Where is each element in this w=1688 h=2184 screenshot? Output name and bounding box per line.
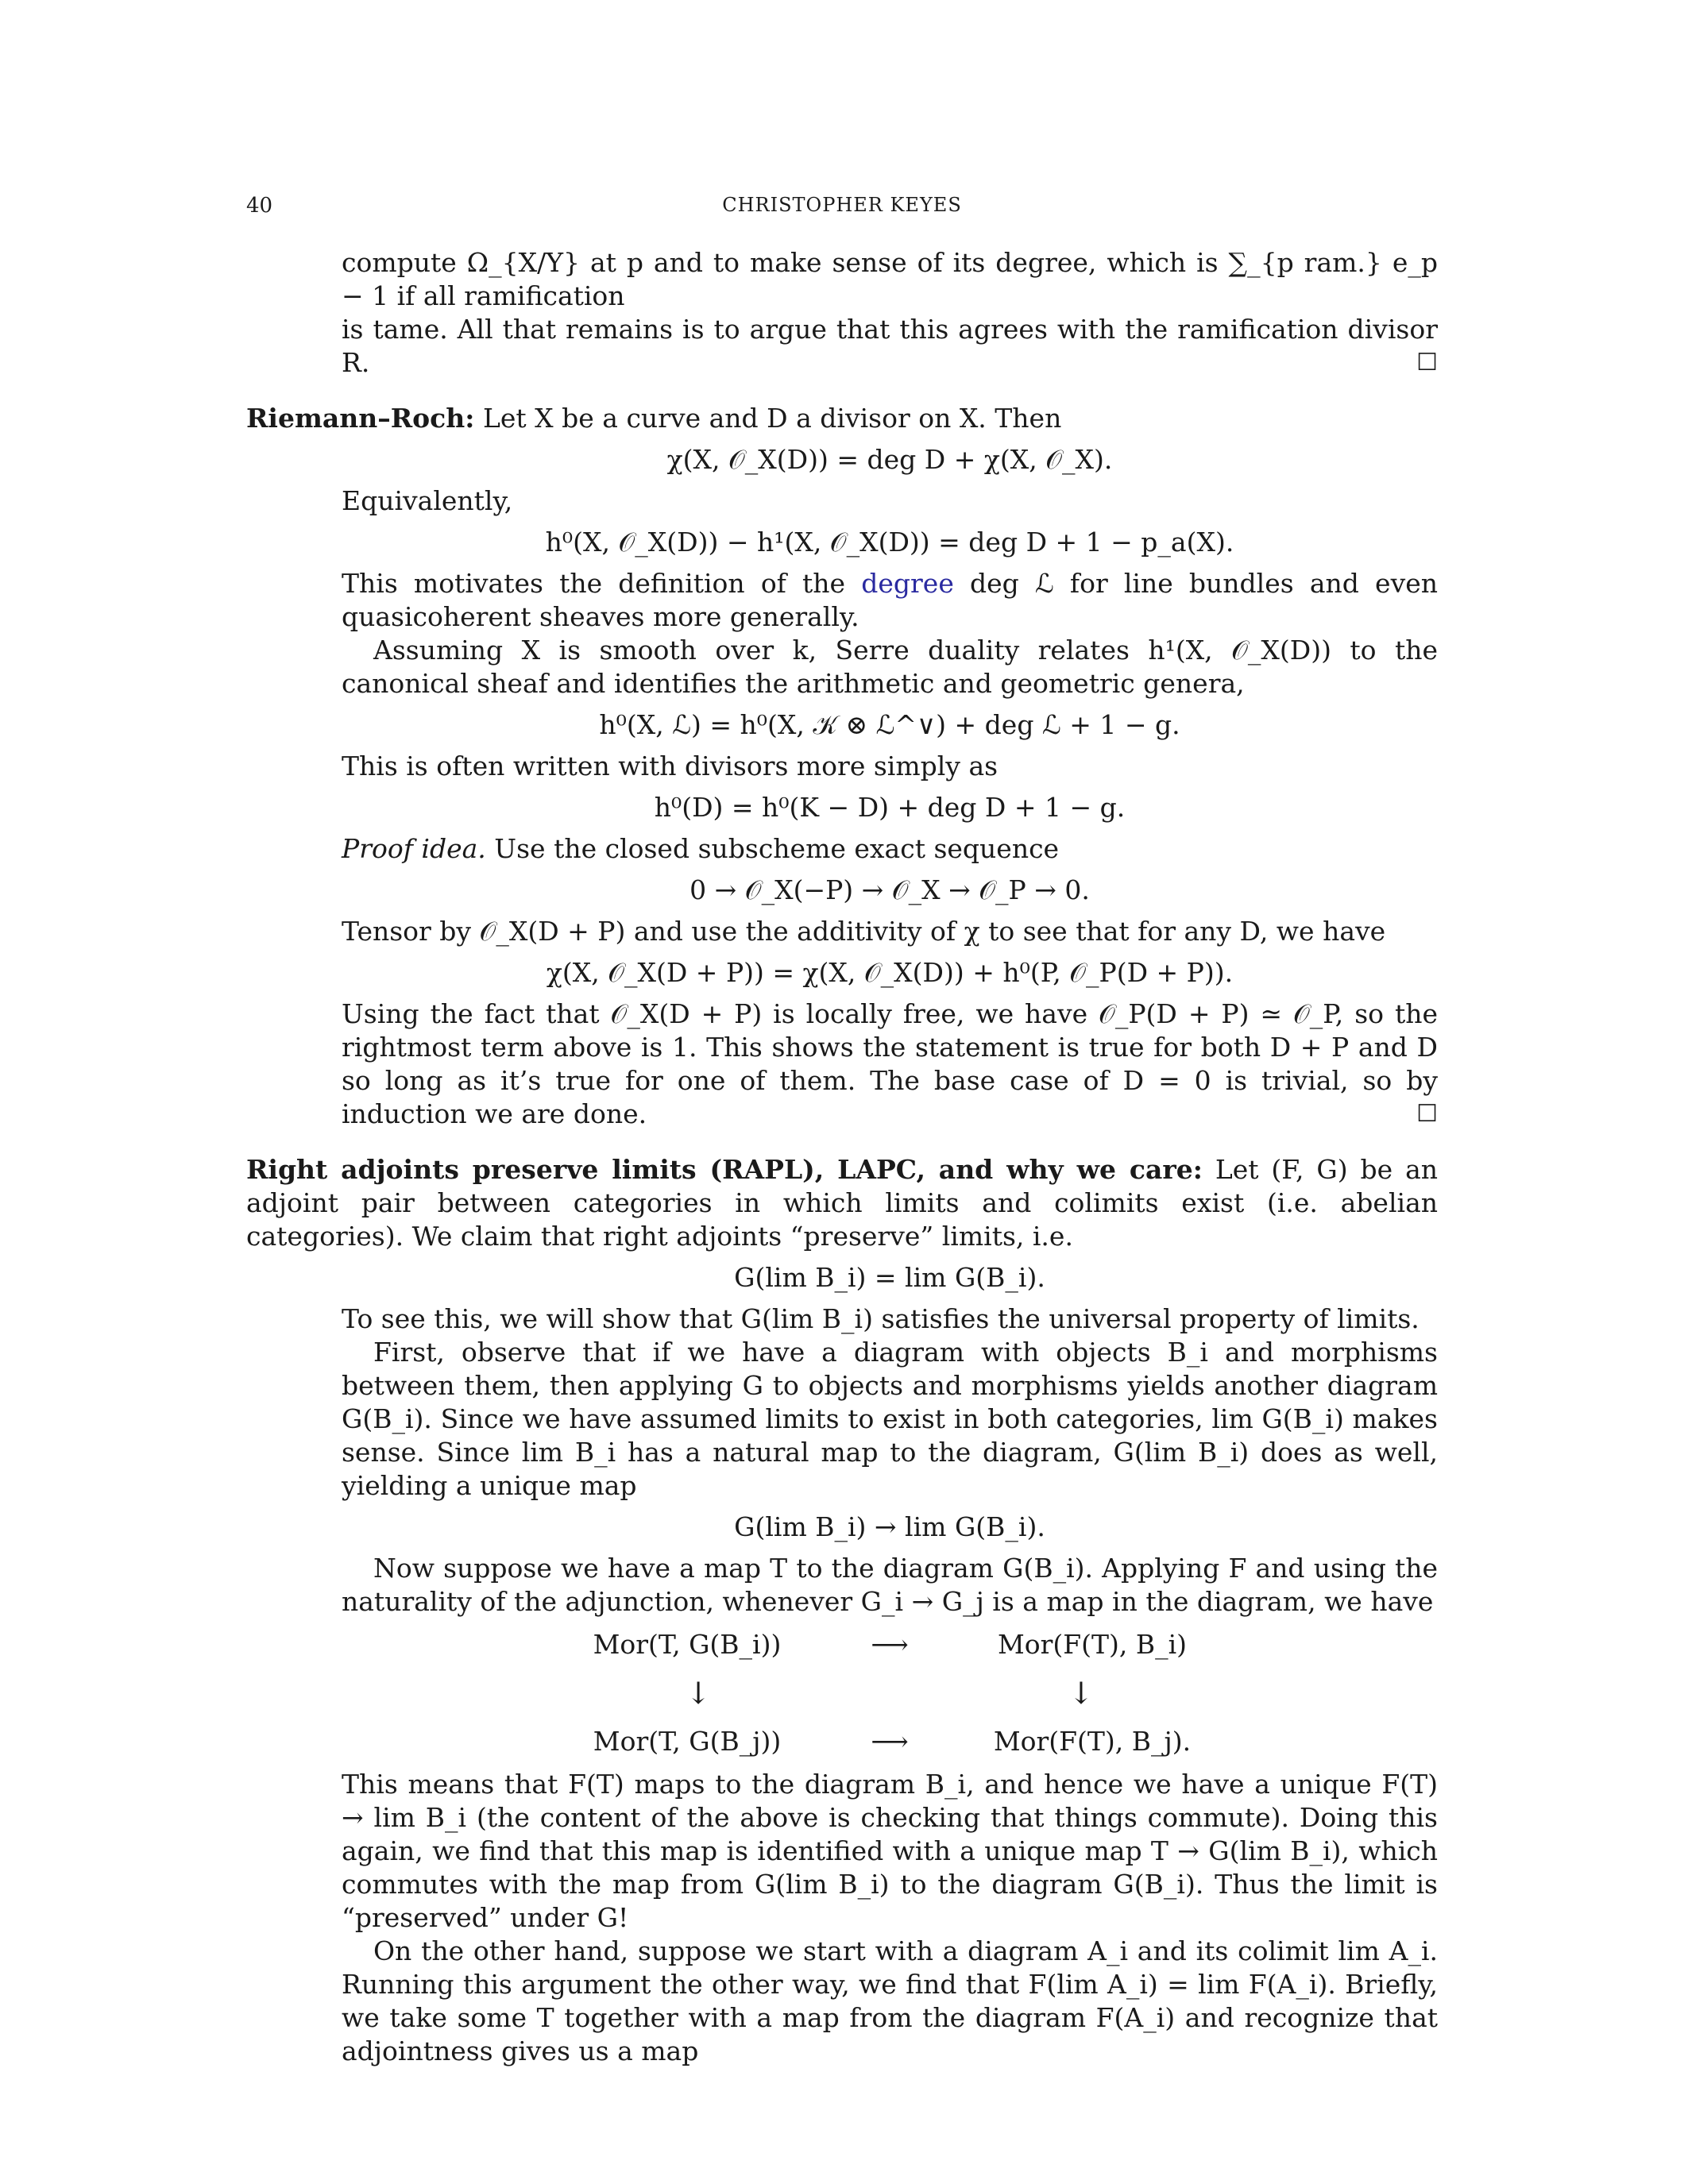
cd-node: Mor(T, G(B_i)) (593, 1629, 782, 1660)
indented-block (342, 997, 1438, 1131)
equation: h⁰(X, ℒ) = h⁰(X, 𝒦 ⊗ ℒ^∨) + deg ℒ + 1 − g. (599, 709, 1180, 740)
equation: 0 → 𝒪_X(−P) → 𝒪_X → 𝒪_P → 0. (689, 874, 1090, 905)
cd-arrow: ↓ (1068, 1676, 1094, 1711)
section-heading: Right adjoints preserve limits (RAPL), LAPC, and why we care: (246, 1154, 1203, 1185)
equation: G(lim B_i) → lim G(B_i). (734, 1511, 1045, 1542)
equation: χ(X, 𝒪_X(D)) = deg D + χ(X, 𝒪_X). (666, 444, 1113, 475)
text-line: compute Ω_{X/Y} at p and to make sense of its degree, which is ∑_{p ram.} e_p − 1 if all ramification (342, 247, 1438, 311)
proof-label: Proof idea. (342, 833, 486, 864)
section-heading: Riemann–Roch: (246, 403, 475, 434)
running-header (246, 191, 1438, 222)
page-body (246, 246, 1438, 2068)
paragraph: This is often written with divisors more simply as (342, 751, 999, 781)
cd-arrow: ⟶ (871, 1726, 909, 1757)
paragraph: First, observe that if we have a diagram with objects B_i and morphisms between them, then applying G to objects and morphisms yields another diagram G(B_i). Since we have assumed limits to exist in both categories, lim G(B_i) makes sense. Since lim B_i has a natural map to the diagram, G(lim B_i) does as well, yielding a unique map (342, 1337, 1438, 1501)
section-intro (246, 1153, 1438, 1253)
qed-symbol: ☐ (1416, 1100, 1438, 1128)
text-span: is tame. All that remains is to argue that this agrees with the ramification divisor R. (342, 314, 1438, 378)
equation: G(lim B_i) = lim G(B_i). (734, 1262, 1045, 1293)
paragraph: To see this, we will show that G(lim B_i) satisfies the universal property of limits. (342, 1303, 1420, 1334)
running-title: CHRISTOPHER KEYES (722, 194, 962, 216)
cd-row-top (342, 1628, 1438, 1661)
section-intro-text: Let (F, G) be an adjoint pair between categories in which limits and colimits exist (i.e. abelian categories). We claim that right adjoints “preserve” limits, i.e. (246, 1154, 1439, 1252)
paragraph: Tensor by 𝒪_X(D + P) and use the additivity of χ to see that for any D, we have (342, 916, 1386, 947)
cd-node: Mor(T, G(B_j)) (593, 1726, 782, 1757)
continued-proof (342, 246, 1438, 380)
paragraph (342, 567, 1438, 634)
page-number: 40 (246, 194, 273, 218)
qed-symbol: ☐ (1416, 349, 1438, 376)
commutative-diagram (342, 1628, 1438, 1758)
indented-block (342, 832, 1438, 866)
paragraph: Equivalently, (342, 485, 513, 516)
text-span: This motivates the definition of the (342, 568, 846, 599)
indented-block (342, 567, 1438, 700)
equation: χ(X, 𝒪_X(D + P)) = χ(X, 𝒪_X(D)) + h⁰(P, 𝒪_P(D + P)). (546, 957, 1234, 988)
cd-row-bottom (342, 1725, 1438, 1758)
indented-block (342, 1768, 1438, 2068)
riemann-roch-section (246, 402, 1438, 1131)
rapl-section (246, 1153, 1438, 2068)
section-intro (246, 402, 1438, 435)
cd-arrow: ⟶ (871, 1629, 909, 1660)
text-span: Use the closed subscheme exact sequence (494, 833, 1060, 864)
paragraph (342, 832, 1438, 866)
indented-block (342, 750, 1438, 783)
text-line (342, 313, 1438, 380)
paragraph: On the other hand, suppose we start with a diagram A_i and its colimit lim A_i. Running this argument the other way, we find that F(lim A_i) = lim F(A_i). Briefly, we take some T together with a map from the diagram F(A_i) and recognize that adjointness gives us a map (342, 1935, 1438, 2066)
indented-block (342, 1302, 1438, 1503)
paragraph: Now suppose we have a map T to the diagram G(B_i). Applying F and using the naturality of the adjunction, whenever G_i → G_j is a map in the diagram, we have (342, 1553, 1438, 1617)
cd-arrow: ↓ (686, 1676, 711, 1711)
indented-block (342, 915, 1438, 948)
indented-block (342, 1552, 1438, 1619)
cd-node: Mor(F(T), B_j). (993, 1726, 1192, 1757)
text-span: Using the fact that 𝒪_X(D + P) is locally free, we have 𝒪_P(D + P) ≃ 𝒪_P, so the rightmost term above is 1. This shows the statement is true for both D + P and D so long as it’s true for one of them. The base case of D = 0 is trivial, so by induction we are done. (342, 998, 1438, 1129)
section-intro-text: Let X be a curve and D a divisor on X. Then (482, 403, 1062, 434)
degree-link[interactable]: degree (861, 568, 954, 599)
paragraph (342, 997, 1438, 1131)
cd-vertical-arrows (342, 1661, 1438, 1725)
text-span: deg ℒ for line bundles and even quasicoherent sheaves more generally. (342, 568, 1438, 632)
paragraph: This means that F(T) maps to the diagram B_i, and hence we have a unique F(T) → lim B_i (the content of the above is checking that things commute). Doing this again, we find that this map is identified with a unique map T → G(lim B_i), which commutes with the map from G(lim B_i) to the diagram G(B_i). Thus the limit is “preserved” under G! (342, 1769, 1438, 1933)
paragraph: Assuming X is smooth over k, Serre duality relates h¹(X, 𝒪_X(D)) to the canonical sheaf and identifies the arithmetic and geometric genera, (342, 635, 1438, 699)
equation: h⁰(X, 𝒪_X(D)) − h¹(X, 𝒪_X(D)) = deg D + 1 − p_a(X). (545, 527, 1234, 558)
indented-block (342, 484, 1438, 518)
cd-node: Mor(F(T), B_i) (997, 1629, 1188, 1660)
equation: h⁰(D) = h⁰(K − D) + deg D + 1 − g. (654, 792, 1126, 823)
